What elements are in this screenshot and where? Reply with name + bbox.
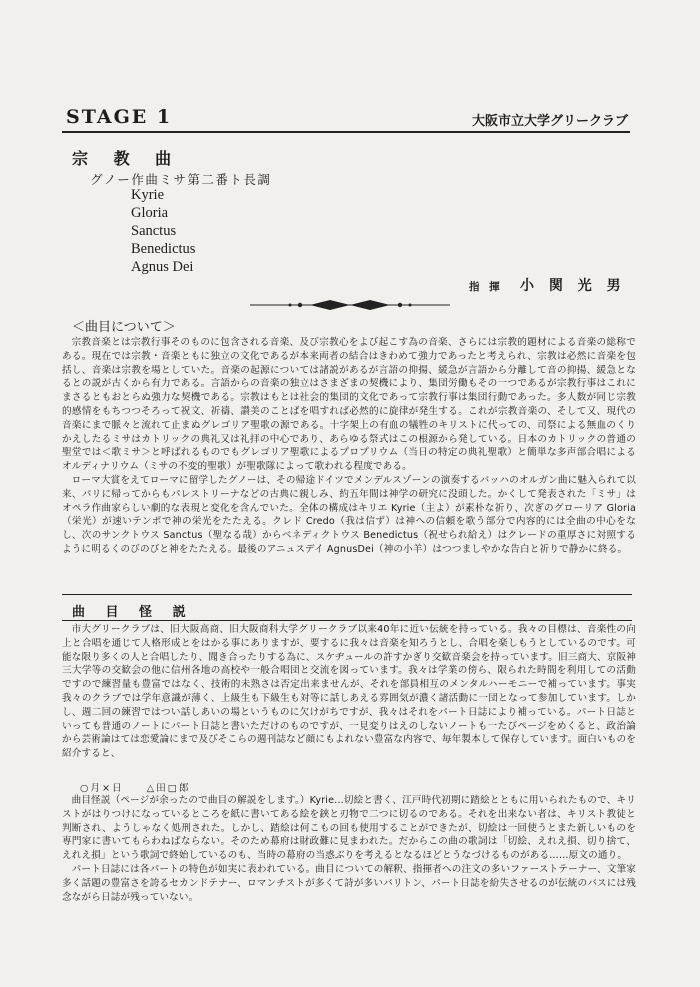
movement-item: Kyrie	[131, 187, 165, 203]
movement-list	[131, 186, 195, 276]
organization-name: 大阪市立大学グリークラブ	[471, 114, 628, 129]
commentary-heading: 曲 目 怪 説	[72, 605, 194, 620]
about-paragraph: ローマ大賞をえてローマに留学したグノーは、その帰途ドイツでメンデルスゾーンの演奏するバッハのオルガン曲に魅入られて以来、パリに帰ってからもパレストリーナなどの古典に親しみ、約五年間は神学の研究に没頭した。かくして発表された「ミサ」はオペラ作曲家らしい劇的な表現と変化を含んでいた。全体の構成はキリエ Kyrie（主よ）が素朴な祈り、次ぎのグローリア Gloria（栄光）が速いテンポで神の栄光をたたえる。クレド Credo（我は信ず）は神への信頼を歌う部分で内容的には全曲の中心をなし、次のサンクトウス Sanctus（聖なる哉）からベネディクトウス Benedictus（祝せられ給え）はクレードの重厚さに対照するように明るくのびのびと神をたたえる。最後のアニュスデイ AgnusDei（神の小羊）はつつましやかな告白と祈りで静かに終る。	[62, 474, 636, 555]
header-rule	[62, 131, 630, 133]
commentary-rule	[62, 620, 632, 621]
piece-subtitle: グノー作曲ミサ第二番ト長調	[90, 172, 272, 187]
movement-item: Sanctus	[131, 223, 177, 239]
conductor-name: 小 関 光 男	[520, 278, 626, 294]
commentary-paragraph: 市大グリークラブは、旧大阪高商、旧大阪商科大学グリークラブ以来40年に近い伝統を持っている。我々の目標は、音楽性の向上と合唱を通じて人格形成とをはかる事にありますが、要するに我々は音楽を知ろうとし、合唱を楽しもうとしているのです。可能な限り多くの人と合唱したり、聞き合ったりする為に、スケヂュールの許すかぎり交歓音楽会を持っています。旧三商大、京阪神三大学等の交歓会の他に信州各地の高校や一般合唱団と交流を図っています。我々は学業の傍ら、限られた時間を利用しての活動ですので練習量も豊富ではなく、技術的未熟さは否定出来ませんが、それを部員相互のメンタルハーモニーで補っています。事実我々のクラブでは学年意識が薄く、上級生も下級生も対等に話しあえる雰囲気が濃く諸活動に一団となって参加しています。しかし、週二回の練習ではつい話しあいの場というものに欠けがちですが、我々はそれをパート日誌により補っている。パート日誌といっても普通のノートにパート日誌と書いただけのものですが、一見変りはえのしないノートも一たびページをめくると、政治論から芸術論はては恋愛論にまで及びそこらの週刊誌など顔にもよれない豊富な内容で、毎年製本して保存しています。面白いものを紹介すると、	[62, 624, 636, 760]
commentary-body-2	[62, 794, 636, 904]
about-paragraph: 宗教音楽とは宗教行事そのものに包含される音楽、及び宗教心をよび起こす為の音楽、さらには宗教的題材による音楽の総称である。現在では宗教・音楽ともに独立の文化であるが本来両者の結合はきわめて強力であったと考えられ、宗教は必然に音楽を包括し、音楽は宗教を場としていた。音楽の起源については諸説があるが言語の抑揚、緩急が言語から分離して音の抑揚、緩急となるとの説が古くから有力である。言語からの音楽の独立はさまざまの契機により、集団労働もその一つであるが宗教行事はこれにまさるともおとらぬ強力な契機である。宗教はもとは社会的集団的文化であって宗教行事は集団行動であった。多人数が同じ宗教的感情をもちつつそろって祝文、祈禱、讃美のことばを唱すれば必然的に旋律が発生する。これが宗教音楽の、そして又、現代の音楽にまで脈々と流れて止まぬグレゴリア聖歌の源である。十字架上の有血の犠牲のキリストに代っての、司祭による無血のくりかえしたるミサはカトリックの典礼又は礼拝の中心であり、あらゆる祭式はこの根源から発している。日本のカトリックの普通の聖堂では＜歌ミサ＞と呼ばれるものでもグレゴリア聖歌によるプロプリウム（当日の特定の典礼聖歌）と簡単な多声部合唱によるオルディナリウム（ミサの不変的聖歌）が聖歌隊によって歌われる程度である。	[62, 337, 636, 473]
movement-item: Benedictus	[131, 241, 196, 257]
movement-item: Agnus Dei	[131, 259, 194, 275]
commentary-paragraph: 曲目怪説（ページが余ったので曲目の解説をします。）Kyrie…切絵と書く、江戸時代初期に踏絵とともに用いられたもので、キリストがはりつけになっているところを紙に書いてある絵を鋏と刃物で二つに切るのである。それを出来ない者は、キリスト教徒と判断され、ようしゃなく処刑された。しかし、踏絵は何こもの回も使用することができたが、切絵は一回使うとまた新しいものを専門家に書いてもらわねばならない。そのため幕府は財政難に見まわれた。だからこの曲の歌詞は「切絵、えれえ損、切り捨て、えれえ損」という歌詞で終始しているのも、当時の幕府の当惑ぶりを考えるとなるほどとうなづけるものがある……原文の通り。	[62, 795, 636, 862]
stage-title: STAGE 1	[66, 106, 173, 128]
commentary-paragraph: パート日誌には各パートの特色が如実に表われている。曲目についての解釈、指揮者への注文の多いファーストテーナー、文筆家多く話題の豊富さを誇るセカンドテナー、ロマンチストが多くて詩が多いバリトン、パート日誌を紛失させるのが伝統のバスには残念ながら日誌が残っていない。	[62, 863, 636, 903]
diary-signoff: ○月×日 △田□郎	[80, 783, 191, 794]
section-title: 宗 教 曲	[72, 149, 182, 168]
conductor-label: 指 揮	[469, 281, 503, 293]
ornament-divider	[250, 298, 450, 312]
about-body	[62, 336, 636, 557]
section-rule	[62, 594, 632, 595]
movement-item: Gloria	[131, 205, 169, 221]
commentary-body	[62, 623, 636, 761]
about-heading: ＜曲目について＞	[72, 320, 176, 335]
